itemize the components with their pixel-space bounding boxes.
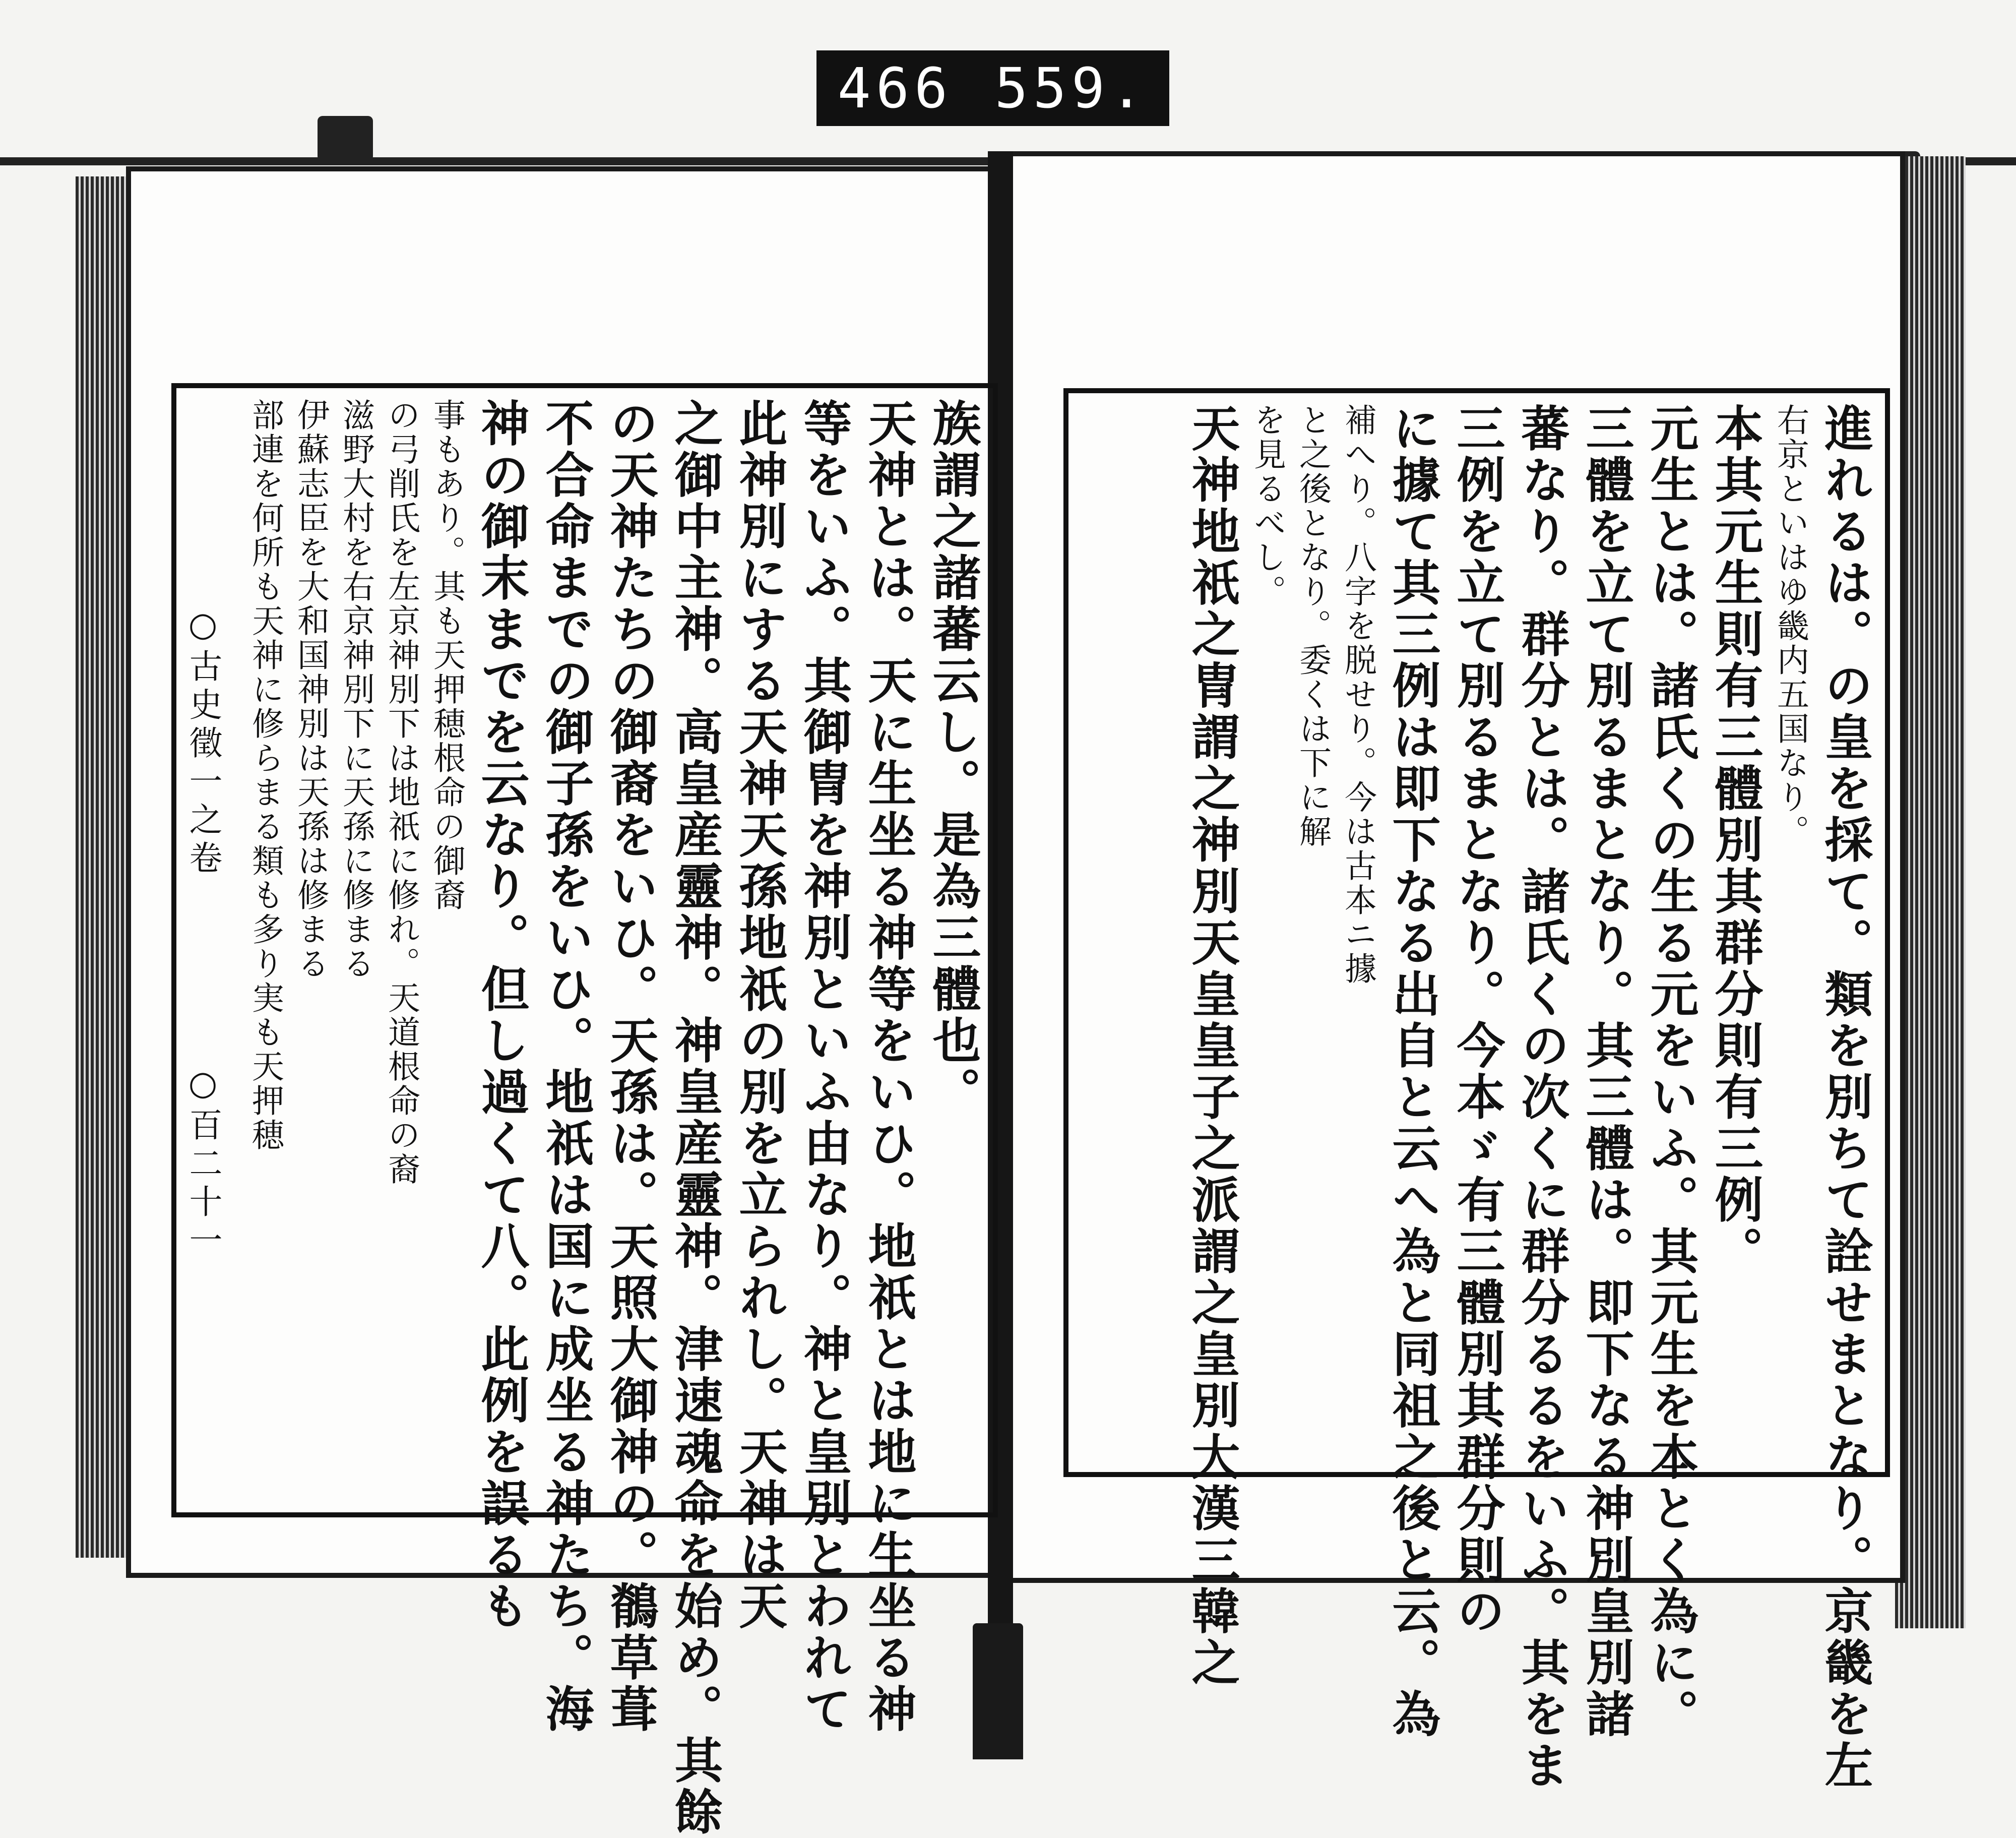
microfilm-frame-number <box>816 50 1169 126</box>
text-column: 等をいふ。其御冑を神別といふ由なり。神と皇別とわれて <box>796 398 853 1735</box>
text-column: 天神とは。天に生坐る神等をいひ。地祇とは地に生坐る神 <box>860 398 917 1735</box>
frame-number-right: 559. <box>994 56 1149 120</box>
text-column: を見るべし。 <box>1248 403 1286 609</box>
right-text-block <box>1063 388 1890 1792</box>
text-column: 本其元生則有三體別其群分則有三例。 <box>1707 403 1764 1277</box>
text-column: 三體を立て別るまとなり。其三體は。即下なる神別皇別諸 <box>1578 403 1635 1740</box>
text-column: 蕃なり。群分とは。諸氏くの次くに群分るるをいふ。其をま <box>1514 403 1570 1792</box>
text-column: 伊蘇志臣を大和国神別は天孫は修まる <box>292 398 329 981</box>
page-edges-right <box>1895 156 1966 1628</box>
text-column: の天神たちの御裔をいひ。天孫は。天照大御神の。鶺草葺 <box>602 398 659 1735</box>
page-edges-left <box>76 176 131 1558</box>
text-column: 不合命までの御子孫をいひ。地祇は国に成坐る神たち。海 <box>538 398 595 1735</box>
left-page-number: ○百二十一 <box>183 1064 222 1261</box>
text-column: 族謂之諸蕃云し。是為三體也。 <box>925 398 982 1118</box>
text-column: と之後となり。委くは下に解 <box>1294 403 1331 849</box>
text-column: 右京といはゆ畿内五国なり。 <box>1772 403 1809 849</box>
text-column: 此神別にする天神天孫地祇の別を立られし。天神は天 <box>731 398 788 1632</box>
right-text-columns <box>1079 403 1875 1792</box>
binding-clip-left <box>318 116 373 161</box>
text-column: 三例を立て別るまとなり。今本ゞ有三體別其群分則の <box>1449 403 1506 1637</box>
text-column: の弓削氏を左京神別下は地祇に修れ。天道根命の裔 <box>383 398 420 1187</box>
text-column: 滋野大村を右京神別下に天孫に修まる <box>337 398 374 981</box>
book-tassel <box>973 1623 1023 1759</box>
left-text-block <box>171 383 998 1838</box>
text-column: 神の御末までを云なり。但し過くて八。此例を誤るも <box>473 398 530 1632</box>
frame-number-left: 466 <box>837 56 953 120</box>
text-column: 補へり。八字を脱せり。今は古本ニ據 <box>1339 403 1376 986</box>
text-column: 進れるは。の皇を採て。類を別ちて詮せまとなり。京畿を左 <box>1817 403 1874 1792</box>
left-folio-title: ○古史徵一之卷 <box>183 605 222 879</box>
text-column: 事もあり。其も天押穂根命の御裔 <box>428 398 465 912</box>
text-column: 天神地祇之冑謂之神別天皇皇子之派謂之皇別大漢三韓之 <box>1184 403 1241 1689</box>
text-column: に據て其三例は即下なる出自と云へ為と同祖之後と云。為 <box>1384 403 1441 1740</box>
text-column: 之御中主神。高皇産靈神。神皇産靈神。津速魂命を始め。其餘 <box>667 398 724 1838</box>
text-column: 部連を何所も天神に修らまる類も多り実も天押穂 <box>246 398 284 1152</box>
left-text-columns <box>186 398 983 1838</box>
text-column: 元生とは。諸氏くの生る元をいふ。其元生を本とく為に。 <box>1643 403 1699 1740</box>
